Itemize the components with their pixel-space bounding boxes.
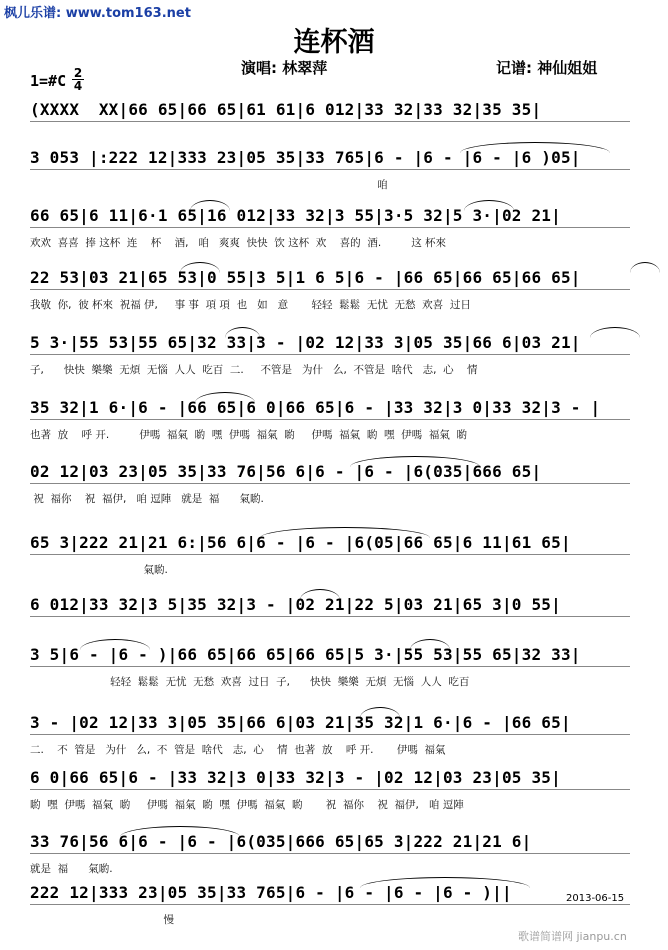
lyrics-line: 轻轻 鬆鬆 无忧 无愁 欢喜 过日 子, 快快 樂樂 无煩 无惱 人人 吃百 [30,676,470,688]
beam-line [30,853,630,854]
notes-line: 222 12|333 23|05 35|33 765|6 - |6 - |6 - |6 - )|| [30,883,512,902]
notes-line: 3 053 |:222 12|333 23|05 35|33 765|6 - |6 - |6 - |6 )05| [30,148,581,167]
score-row [30,713,630,773]
lyrics-line: 咱 [30,179,388,191]
beam-line [30,616,630,617]
score-row [30,462,630,522]
score-row [30,333,630,393]
notes-line: 66 65|6 11|6·1 65|16 012|33 32|3 55|3·5 32|5 3·|02 21| [30,206,561,225]
lyrics-line: 二. 不 管是 为什 么, 不 管是 啥代 志, 心 情 也著 放 呼 开. 伊嗎 福氣 [30,744,446,756]
slur [260,527,430,538]
lyrics-line: 子, 快快 樂樂 无煩 无惱 人人 吃百 二. 不管是 为什 么, 不管是 啥代 志, 心 情 [30,364,478,376]
lyrics-line: 慢 [30,914,175,926]
time-signature [72,67,84,92]
beam-line [30,554,630,555]
score-row [30,268,630,328]
score-row [30,398,630,458]
score-row [30,645,630,705]
beam-line [30,904,630,905]
notes-line: 22 53|03 21|65 53|0 55|3 5|1 6 5|6 - |66 65|66 65|66 65| [30,268,581,287]
beam-line [30,483,630,484]
score-row [30,148,630,208]
notes-line: 65 3|222 21|21 6:|56 6|6 - |6 - |6(05|66 65|6 11|61 65| [30,533,571,552]
score-row [30,768,630,828]
notes-line: 35 32|1 6·|6 - |66 65|6 0|66 65|6 - |33 32|3 0|33 32|3 - | [30,398,601,417]
notes-line: 3 5|6 - |6 - )|66 65|66 65|66 65|5 3·|55 53|55 65|32 33| [30,645,581,664]
notes-line: (XXXX XX|66 65|66 65|61 61|6 012|33 32|33 32|35 35| [30,100,542,119]
meter-top: 2 [73,66,83,80]
slur [630,262,660,273]
slur [195,392,255,403]
beam-line [30,734,630,735]
watermark: 歌谱简谱网 jianpu.cn [518,930,627,943]
lyrics-line: 欢欢 喜喜 捧 这杯 连 杯 酒, 咱 爽爽 快快 饮 这杯 欢 喜的 酒. 这 杯來 [30,237,447,249]
beam-line [30,354,630,355]
transcriber-credit: 记谱: 神仙姐姐 [496,59,598,77]
beam-line [30,227,630,228]
beam-line [30,121,630,122]
lyrics-line: 氣喲. [30,564,168,576]
score-row [30,206,630,266]
song-title: 连杯酒 [293,27,375,58]
beam-line [30,419,630,420]
singer-credit: 演唱: 林翠萍 [241,59,328,77]
slur [225,327,260,338]
notes-line: 6 012|33 32|3 5|35 32|3 - |02 21|22 5|03 21|65 3|0 55| [30,595,561,614]
notes-line: 6 0|66 65|6 - |33 32|3 0|33 32|3 - |02 12|03 23|05 35| [30,768,561,787]
date: 2013-06-15 [566,893,625,904]
beam-line [30,169,630,170]
key-signature: 1=#C [30,72,67,90]
meter-bottom: 4 [73,79,83,93]
slur [590,327,640,338]
lyrics-line: 就是 福 氣喲. [30,863,113,875]
notes-line: 5 3·|55 53|55 65|32 33|3 - |02 12|33 3|05 35|66 6|03 21| [30,333,581,352]
score-row [30,533,630,593]
site-header[interactable]: 枫儿乐谱: www.tom163.net [4,6,191,21]
lyrics-line: 我敬 你, 彼 杯來 祝福 伊, 事 事 項 項 也 如 意 轻轻 鬆鬆 无忧 无愁 欢喜 过日 [30,299,471,311]
notes-line: 02 12|03 23|05 35|33 76|56 6|6 - |6 - |6(035|666 65| [30,462,542,481]
beam-line [30,789,630,790]
beam-line [30,289,630,290]
slur [360,707,400,718]
lyrics-line: 祝 福你 祝 福伊, 咱 逗陣 就是 福 氣喲. [30,493,264,505]
beam-line [30,666,630,667]
lyrics-line: 也著 放 呼 开. 伊嗎 福氣 喲 嘿 伊嗎 福氣 喲 伊嗎 福氣 喲 嘿 伊嗎 福氣 喲 [30,429,468,441]
notes-line: 3 - |02 12|33 3|05 35|66 6|03 21|35 32|1 6·|6 - |66 65| [30,713,571,732]
notes-line: 33 76|56 6|6 - |6 - |6(035|666 65|65 3|222 21|21 6| [30,832,532,851]
lyrics-line: 喲 嘿 伊嗎 福氣 喲 伊嗎 福氣 喲 嘿 伊嗎 福氣 喲 祝 福你 祝 福伊, 咱 逗陣 [30,799,464,811]
